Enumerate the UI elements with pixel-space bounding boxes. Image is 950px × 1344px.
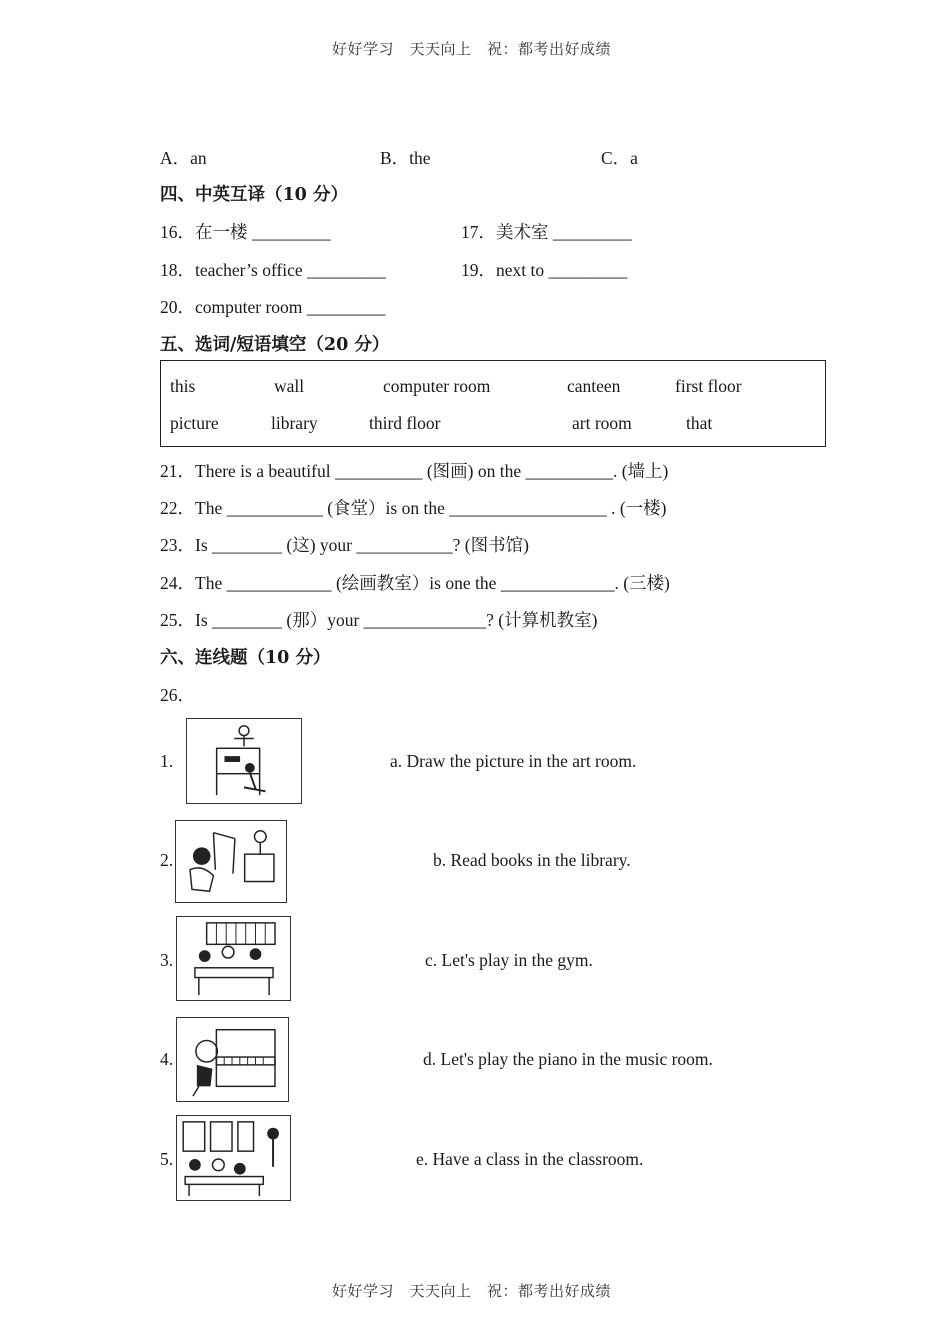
question-24: 24．The ____________ (绘画教室）is one the _____________. (三楼)	[160, 573, 670, 593]
drawing-child-icon	[175, 820, 287, 903]
section5-title: 五、选词/短语填空（20 分）	[160, 335, 390, 355]
page-footer: 好好学习 天天向上 祝：都考出好成绩	[332, 1282, 612, 1300]
question-25: 25．Is ________ (那）your ______________? (计算机教室)	[160, 610, 598, 630]
library-reading-icon	[176, 916, 291, 1001]
match-number: 4.	[160, 1049, 174, 1069]
match-number: 2.	[160, 850, 174, 870]
word-bank-item: first floor	[675, 376, 742, 396]
word-bank-item: computer room	[383, 376, 491, 396]
word-bank-item: wall	[274, 376, 305, 396]
word-bank-item: canteen	[567, 376, 621, 396]
match-text: b. Read books in the library.	[433, 850, 631, 870]
match-text: c. Let's play in the gym.	[425, 950, 593, 970]
classroom-icon	[176, 1115, 291, 1201]
question-19: 19．next to _________	[461, 260, 628, 280]
section4-title: 四、中英互译（10 分）	[160, 185, 348, 205]
option-b: B．the	[380, 148, 431, 168]
question-20: 20．computer room _________	[160, 297, 386, 317]
word-bank-item: that	[686, 413, 713, 433]
word-bank-item: picture	[170, 413, 219, 433]
match-text: d. Let's play the piano in the music room.	[423, 1049, 713, 1069]
match-number: 3.	[160, 950, 174, 970]
match-text: e. Have a class in the classroom.	[416, 1149, 644, 1169]
question-17: 17．美术室 _________	[461, 222, 632, 242]
word-bank-item: this	[170, 376, 196, 396]
option-a: A．an	[160, 148, 207, 168]
match-text: a. Draw the picture in the art room.	[390, 751, 637, 771]
match-number: 1.	[160, 751, 174, 771]
word-bank-item: third floor	[369, 413, 441, 433]
question-16: 16．在一楼 _________	[160, 222, 331, 242]
option-c: C．a	[601, 148, 638, 168]
word-bank-box	[160, 360, 826, 447]
word-bank-item: art room	[572, 413, 632, 433]
page-header: 好好学习 天天向上 祝：都考出好成绩	[332, 40, 612, 58]
question-21: 21．There is a beautiful __________ (图画) on the __________. (墙上)	[160, 461, 669, 481]
question-23: 23．Is ________ (这) your ___________? (图书馆)	[160, 535, 529, 555]
gym-children-icon	[186, 718, 302, 804]
match-number: 5.	[160, 1149, 174, 1169]
question-18: 18．teacher’s office _________	[160, 260, 386, 280]
question-22: 22．The ___________ (食堂）is on the __________________ . (一楼)	[160, 498, 667, 518]
section6-title: 六、连线题（10 分）	[160, 648, 331, 668]
piano-child-icon	[176, 1017, 289, 1102]
question-26: 26．	[160, 685, 195, 705]
word-bank-item: library	[271, 413, 318, 433]
